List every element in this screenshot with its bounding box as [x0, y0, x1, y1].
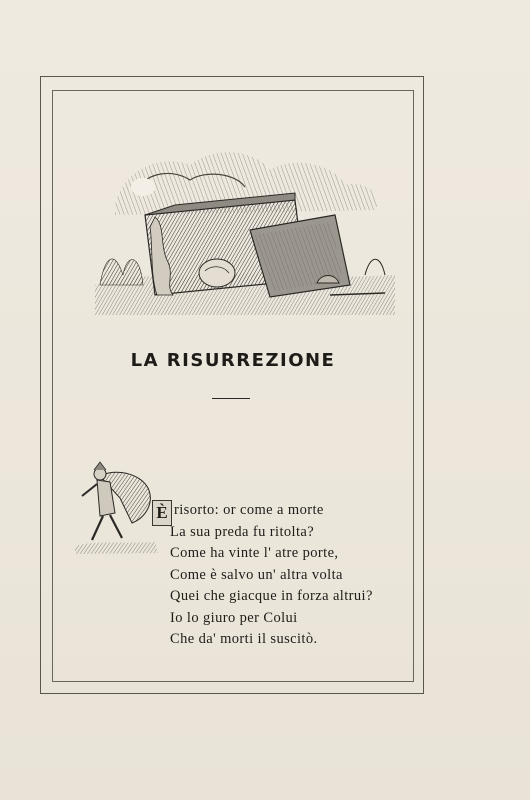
empty-tomb-illustration — [95, 135, 395, 315]
poem-title: LA RISURREZIONE — [130, 350, 336, 371]
poem-line: Io lo giuro per Colui — [170, 609, 298, 626]
poem-line: Come è salvo un' altra volta — [170, 566, 343, 583]
fleeing-soldier-illustration — [70, 458, 165, 563]
title-divider — [212, 398, 250, 399]
drop-cap-initial: È — [152, 500, 172, 526]
poem-line: Come ha vinte l' atre porte, — [170, 545, 339, 561]
poem-line: risorto: or come a morte — [174, 502, 324, 518]
poem-line: Quei che giacque in forza altrui? — [170, 588, 373, 604]
poem-line: Che da' morti il suscitò. — [170, 631, 318, 647]
poem-stanza — [170, 500, 373, 651]
poem-line: La sua preda fu ritolta? — [170, 523, 315, 540]
